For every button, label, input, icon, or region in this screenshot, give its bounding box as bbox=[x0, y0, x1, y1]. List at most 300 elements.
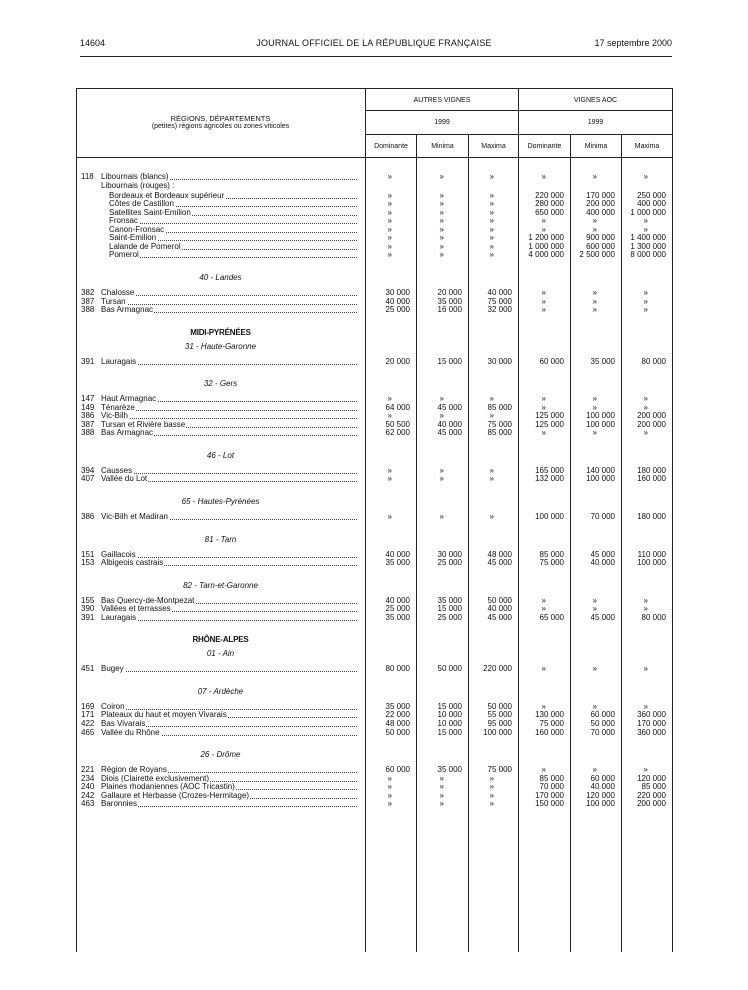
value-cell: 85 000 bbox=[539, 773, 564, 783]
value-cell: 64 000 bbox=[385, 402, 410, 412]
group-vignes-aoc: VIGNES AOC bbox=[573, 97, 618, 104]
value-cell: » bbox=[592, 428, 597, 438]
value-cell: » bbox=[541, 701, 546, 711]
zone-name: Causses bbox=[101, 465, 133, 475]
year-autres: 1999 bbox=[434, 119, 450, 126]
value-cell: » bbox=[541, 216, 546, 226]
zone-code: 391 bbox=[81, 612, 95, 622]
value-cell: » bbox=[489, 233, 494, 243]
value-cell: 80 000 bbox=[641, 356, 666, 366]
value-cell: » bbox=[439, 233, 444, 243]
value-cell: 35 000 bbox=[437, 765, 462, 775]
value-cell: » bbox=[541, 305, 546, 315]
value-cell: 35 000 bbox=[437, 296, 462, 306]
value-cell: 30 000 bbox=[385, 287, 410, 297]
zone-code: 147 bbox=[81, 394, 95, 404]
zone-name: Tursan bbox=[101, 296, 126, 306]
value-cell: 165 000 bbox=[535, 465, 564, 475]
value-cell: 200 000 bbox=[586, 199, 615, 209]
zone-label bbox=[101, 512, 357, 522]
zone-name: Saint-Emilion bbox=[109, 233, 157, 243]
value-cell: » bbox=[592, 305, 597, 315]
value-cell: » bbox=[592, 765, 597, 775]
value-cell: 2 500 000 bbox=[579, 250, 615, 260]
value-cell: 120 000 bbox=[586, 790, 615, 800]
value-cell: 20 000 bbox=[385, 356, 410, 366]
column-header: Dominante bbox=[374, 143, 408, 150]
value-cell: 50 000 bbox=[487, 701, 512, 711]
value-cell: 45 000 bbox=[437, 428, 462, 438]
zone-code: 465 bbox=[81, 727, 95, 737]
value-cell: » bbox=[387, 465, 392, 475]
zone-label bbox=[109, 250, 357, 260]
value-cell: 40 000 bbox=[385, 595, 410, 605]
value-cell: 75 000 bbox=[487, 765, 512, 775]
value-cell: » bbox=[439, 207, 444, 217]
zone-code: 234 bbox=[81, 773, 95, 783]
row-label-heading: RÉGIONS, DÉPARTEMENTS bbox=[170, 114, 271, 123]
value-cell: » bbox=[489, 250, 494, 260]
value-cell: 400 000 bbox=[637, 199, 666, 209]
zone-name: Bugey bbox=[101, 664, 124, 674]
zone-name: Vallée du Lot bbox=[101, 474, 148, 484]
value-cell: 50 000 bbox=[385, 727, 410, 737]
zone-name: Vallée du Rhône bbox=[101, 727, 160, 737]
zone-label bbox=[101, 357, 357, 367]
value-cell: 40 000 bbox=[590, 558, 615, 568]
value-cell: 200 000 bbox=[637, 411, 666, 421]
value-cell: » bbox=[592, 701, 597, 711]
value-cell: 100 000 bbox=[586, 411, 615, 421]
value-cell: » bbox=[387, 773, 392, 783]
value-cell: 25 000 bbox=[437, 558, 462, 568]
zone-name: Ténarèze bbox=[101, 402, 135, 412]
zone-code: 463 bbox=[81, 799, 95, 809]
value-cell: » bbox=[489, 190, 494, 200]
value-cell: 100 000 bbox=[586, 799, 615, 809]
value-cell: » bbox=[643, 701, 648, 711]
value-cell: » bbox=[541, 172, 546, 181]
value-cell: » bbox=[643, 604, 648, 614]
zone-name: Baronnies bbox=[101, 799, 138, 809]
value-cell: 132 000 bbox=[535, 474, 564, 484]
value-cell: » bbox=[387, 411, 392, 421]
value-cell: 100 000 bbox=[483, 727, 512, 737]
value-cell: 140 000 bbox=[586, 465, 615, 475]
zone-name: Bordeaux et Bordeaux supérieur bbox=[109, 190, 225, 200]
value-cell: 16 000 bbox=[437, 305, 462, 315]
value-cell: » bbox=[592, 172, 597, 181]
group-rule bbox=[365, 110, 673, 111]
zone-name: Lalande de Pomerol bbox=[109, 241, 181, 251]
value-cell: 125 000 bbox=[535, 411, 564, 421]
value-cell: » bbox=[541, 664, 546, 674]
value-cell: 170 000 bbox=[535, 790, 564, 800]
value-cell: 45 000 bbox=[487, 558, 512, 568]
value-cell: 40 000 bbox=[590, 782, 615, 792]
zone-name: Bas Vivarais bbox=[101, 718, 146, 728]
value-cell: 35 000 bbox=[385, 558, 410, 568]
column-header: Maxima bbox=[481, 143, 506, 150]
value-cell: 170 000 bbox=[586, 190, 615, 200]
department-heading: 07 - Ardèche bbox=[197, 686, 244, 696]
value-cell: » bbox=[387, 799, 392, 809]
value-cell: » bbox=[439, 799, 444, 809]
zone-code: 387 bbox=[81, 419, 95, 429]
zone-name: Haut Armagnac bbox=[101, 394, 157, 404]
value-cell: 8 000 000 bbox=[630, 250, 666, 260]
value-cell: 160 000 bbox=[535, 727, 564, 737]
value-cell: 65 000 bbox=[539, 612, 564, 622]
department-heading: 46 - Lot bbox=[206, 450, 235, 460]
zone-code: 149 bbox=[81, 402, 95, 412]
value-cell: » bbox=[387, 172, 392, 181]
value-cell: » bbox=[439, 199, 444, 209]
value-cell: » bbox=[541, 224, 546, 234]
value-cell: 125 000 bbox=[535, 419, 564, 429]
value-cell: 4 000 000 bbox=[528, 250, 564, 260]
zone-name: Plateaux du haut et moyen Vivarais bbox=[101, 710, 227, 720]
group-label: Libournais (rouges) : bbox=[101, 180, 175, 190]
value-cell: 75 000 bbox=[487, 419, 512, 429]
zone-label bbox=[101, 613, 357, 623]
region-heading: RHÔNE-ALPES bbox=[192, 635, 249, 645]
value-cell: 60 000 bbox=[590, 773, 615, 783]
value-cell: 100 000 bbox=[535, 512, 564, 521]
zone-label bbox=[101, 305, 357, 315]
value-cell: 95 000 bbox=[487, 718, 512, 728]
value-cell: 70 000 bbox=[590, 512, 615, 521]
zone-code: 171 bbox=[81, 710, 95, 720]
journal-title: JOURNAL OFFICIEL DE LA RÉPUBLIQUE FRANÇAISE bbox=[256, 38, 492, 48]
value-cell: » bbox=[541, 287, 546, 297]
value-cell: 35 000 bbox=[385, 612, 410, 622]
value-cell: » bbox=[489, 172, 494, 181]
value-cell: » bbox=[387, 224, 392, 234]
column-header: Minima bbox=[431, 143, 454, 150]
issue-date: 17 septembre 2000 bbox=[594, 38, 672, 48]
value-cell: » bbox=[643, 224, 648, 234]
value-cell: 1 400 000 bbox=[630, 233, 666, 243]
value-cell: » bbox=[643, 664, 648, 674]
value-cell: » bbox=[489, 224, 494, 234]
value-cell: 60 000 bbox=[539, 356, 564, 366]
zone-name: Côtes de Castillon bbox=[109, 199, 174, 209]
zone-name: Pomerol bbox=[109, 250, 139, 260]
value-cell: » bbox=[387, 512, 392, 521]
leader-dots bbox=[101, 671, 357, 672]
zone-label bbox=[101, 474, 357, 484]
value-cell: » bbox=[541, 394, 546, 404]
value-cell: 40 000 bbox=[385, 549, 410, 559]
value-cell: » bbox=[439, 250, 444, 260]
value-cell: 25 000 bbox=[385, 604, 410, 614]
leader-dots bbox=[101, 620, 357, 621]
value-cell: 100 000 bbox=[586, 419, 615, 429]
value-cell: » bbox=[387, 474, 392, 484]
zone-name: Bas Quercy-de-Montpezat bbox=[101, 595, 195, 605]
value-cell: 30 000 bbox=[437, 549, 462, 559]
value-cell: » bbox=[643, 287, 648, 297]
value-cell: 40 000 bbox=[437, 419, 462, 429]
value-cell: » bbox=[489, 773, 494, 783]
leader-dots bbox=[101, 806, 357, 807]
zone-name: Bas Armagnac bbox=[101, 305, 154, 315]
zone-label bbox=[101, 728, 357, 738]
value-cell: » bbox=[489, 394, 494, 404]
zone-code: 240 bbox=[81, 782, 95, 792]
value-cell: 55 000 bbox=[487, 710, 512, 720]
year-aoc: 1999 bbox=[587, 119, 604, 126]
value-cell: » bbox=[439, 474, 444, 484]
value-cell: 50 000 bbox=[437, 664, 462, 674]
value-cell: » bbox=[439, 190, 444, 200]
value-cell: » bbox=[489, 241, 494, 251]
leader-dots bbox=[101, 364, 357, 365]
value-cell: 100 000 bbox=[637, 558, 666, 568]
zone-name: Canon-Fronsac bbox=[109, 224, 165, 234]
zone-code: 387 bbox=[81, 296, 95, 306]
value-cell: 360 000 bbox=[637, 710, 666, 720]
zone-name: Bas Armagnac bbox=[101, 428, 154, 438]
value-cell: 360 000 bbox=[637, 727, 666, 737]
value-cell: » bbox=[643, 305, 648, 315]
column-header: Dominante bbox=[527, 143, 562, 150]
value-cell: » bbox=[541, 765, 546, 775]
zone-name: Gaillacois bbox=[101, 549, 136, 559]
value-cell: » bbox=[643, 296, 648, 306]
wine-price-table bbox=[76, 88, 673, 952]
value-cell: » bbox=[643, 394, 648, 404]
zone-code: 394 bbox=[81, 465, 95, 475]
zone-code: 151 bbox=[81, 549, 95, 559]
value-cell: 35 000 bbox=[385, 701, 410, 711]
value-cell: » bbox=[643, 216, 648, 226]
value-cell: 80 000 bbox=[385, 664, 410, 674]
value-cell: » bbox=[489, 790, 494, 800]
row-label-subheading: (petites) régions agricoles ou zones viticoles bbox=[151, 123, 290, 130]
zone-code: 153 bbox=[81, 558, 95, 568]
zone-label bbox=[101, 172, 357, 182]
value-cell: 180 000 bbox=[637, 512, 666, 521]
value-cell: 75 000 bbox=[539, 718, 564, 728]
value-cell: 40 000 bbox=[385, 296, 410, 306]
zone-code: 382 bbox=[81, 287, 95, 297]
zone-code: 242 bbox=[81, 790, 95, 800]
zone-code: 155 bbox=[81, 595, 95, 605]
zone-name: Lauragais bbox=[101, 612, 137, 622]
value-cell: » bbox=[439, 465, 444, 475]
group-autres-vignes: AUTRES VIGNES bbox=[413, 97, 471, 104]
value-cell: 220 000 bbox=[535, 190, 564, 200]
zone-name: Satellites Saint-Emilion bbox=[109, 207, 191, 217]
value-cell: » bbox=[592, 664, 597, 674]
leader-dots bbox=[109, 257, 357, 258]
value-cell: » bbox=[643, 765, 648, 775]
value-cell: » bbox=[541, 296, 546, 306]
value-cell: 200 000 bbox=[637, 419, 666, 429]
zone-code: 451 bbox=[81, 664, 95, 674]
value-cell: 25 000 bbox=[437, 612, 462, 622]
value-cell: 85 000 bbox=[487, 428, 512, 438]
department-heading: 81 - Tarn bbox=[204, 534, 237, 544]
value-cell: 900 000 bbox=[586, 233, 615, 243]
zone-code: 118 bbox=[81, 172, 94, 181]
table-border-right bbox=[672, 88, 673, 952]
value-cell: » bbox=[541, 595, 546, 605]
department-heading: 65 - Hautes-Pyrénées bbox=[181, 497, 260, 506]
value-cell: » bbox=[643, 428, 648, 438]
value-cell: » bbox=[387, 250, 392, 260]
value-cell: 110 000 bbox=[637, 549, 666, 559]
value-cell: 45 000 bbox=[487, 612, 512, 622]
page-number: 14604 bbox=[80, 38, 106, 48]
value-cell: » bbox=[541, 428, 546, 438]
zone-code: 407 bbox=[81, 474, 95, 484]
table-border-left bbox=[76, 88, 77, 952]
value-cell: 650 000 bbox=[535, 207, 564, 217]
value-cell: 48 000 bbox=[385, 718, 410, 728]
year-rule bbox=[365, 134, 673, 135]
value-cell: » bbox=[643, 172, 648, 181]
column-header: Minima bbox=[584, 143, 608, 150]
value-cell: » bbox=[592, 595, 597, 605]
value-cell: 60 000 bbox=[385, 765, 410, 775]
value-cell: » bbox=[489, 782, 494, 792]
value-cell: 85 000 bbox=[487, 402, 512, 412]
value-cell: » bbox=[439, 241, 444, 251]
value-cell: » bbox=[387, 216, 392, 226]
value-cell: 15 000 bbox=[437, 604, 462, 614]
value-cell: 1 300 000 bbox=[630, 241, 666, 251]
department-heading: 32 - Gers bbox=[203, 379, 238, 389]
header-bottom-rule bbox=[76, 157, 673, 158]
value-cell: » bbox=[439, 512, 444, 521]
value-cell: 100 000 bbox=[586, 474, 615, 484]
value-cell: » bbox=[439, 394, 444, 404]
department-heading: 40 - Landes bbox=[199, 272, 242, 282]
zone-code: 390 bbox=[81, 604, 95, 614]
value-cell: 170 000 bbox=[637, 718, 666, 728]
value-cell: 85 000 bbox=[539, 549, 564, 559]
zone-code: 388 bbox=[81, 305, 95, 315]
value-cell: 70 000 bbox=[590, 727, 615, 737]
value-cell: » bbox=[489, 199, 494, 209]
value-cell: » bbox=[387, 782, 392, 792]
value-cell: » bbox=[643, 595, 648, 605]
value-cell: » bbox=[387, 241, 392, 251]
value-cell: » bbox=[489, 799, 494, 809]
zone-name: Diois (Clairette exclusivement) bbox=[101, 773, 210, 783]
value-cell: » bbox=[489, 512, 494, 521]
value-cell: 75 000 bbox=[487, 296, 512, 306]
value-cell: 80 000 bbox=[641, 612, 666, 622]
value-cell: 120 000 bbox=[637, 773, 666, 783]
header-rule bbox=[80, 56, 672, 57]
value-cell: 40 000 bbox=[487, 604, 512, 614]
value-cell: » bbox=[643, 402, 648, 412]
value-cell: 62 000 bbox=[385, 428, 410, 438]
zone-label bbox=[101, 428, 357, 438]
value-cell: 200 000 bbox=[637, 799, 666, 809]
value-cell: » bbox=[439, 216, 444, 226]
value-cell: » bbox=[439, 411, 444, 421]
value-cell: » bbox=[387, 790, 392, 800]
region-heading: MIDI-PYRÉNÉES bbox=[190, 327, 251, 337]
value-cell: 1 200 000 bbox=[528, 233, 564, 243]
value-cell: 280 000 bbox=[535, 199, 564, 209]
department-heading: 82 - Tarn-et-Garonne bbox=[183, 580, 258, 590]
value-cell: 70 000 bbox=[539, 782, 564, 792]
value-cell: » bbox=[387, 207, 392, 217]
value-cell: 40 000 bbox=[487, 287, 512, 297]
value-cell: 22 000 bbox=[385, 710, 410, 720]
department-heading: 31 - Haute-Garonne bbox=[184, 341, 257, 351]
department-heading: 01 - Ain bbox=[206, 649, 235, 659]
value-cell: » bbox=[541, 604, 546, 614]
value-cell: 50 000 bbox=[487, 595, 512, 605]
value-cell: » bbox=[387, 190, 392, 200]
value-cell: 130 000 bbox=[535, 710, 564, 720]
value-cell: » bbox=[489, 216, 494, 226]
zone-name: Plaines rhodaniennes (AOC Tricastin) bbox=[101, 782, 235, 792]
value-cell: » bbox=[439, 782, 444, 792]
value-cell: 20 000 bbox=[437, 287, 462, 297]
value-cell: 1 000 000 bbox=[528, 241, 564, 251]
zone-code: 221 bbox=[81, 765, 95, 775]
value-cell: » bbox=[592, 296, 597, 306]
zone-code: 169 bbox=[81, 701, 95, 711]
value-cell: 160 000 bbox=[637, 474, 666, 484]
zone-code: 391 bbox=[81, 356, 95, 366]
value-cell: 220 000 bbox=[637, 790, 666, 800]
value-cell: 15 000 bbox=[437, 701, 462, 711]
value-cell: » bbox=[592, 287, 597, 297]
value-cell: 32 000 bbox=[487, 305, 512, 315]
value-cell: 220 000 bbox=[483, 664, 512, 674]
value-cell: 85 000 bbox=[641, 782, 666, 792]
zone-code: 388 bbox=[81, 428, 95, 438]
value-cell: 1 000 000 bbox=[630, 207, 666, 217]
zone-name: Libournais (blancs) bbox=[101, 172, 169, 181]
value-cell: 250 000 bbox=[637, 190, 666, 200]
zone-label bbox=[101, 799, 357, 809]
zone-name: Région de Royans bbox=[101, 765, 167, 775]
value-cell: » bbox=[489, 474, 494, 484]
value-cell: » bbox=[489, 465, 494, 475]
value-cell: 10 000 bbox=[437, 710, 462, 720]
value-cell: 400 000 bbox=[586, 207, 615, 217]
value-cell: 15 000 bbox=[437, 356, 462, 366]
zone-code: 386 bbox=[81, 512, 95, 521]
zone-label bbox=[101, 664, 357, 674]
value-cell: » bbox=[439, 172, 444, 181]
zone-name: Vic-Bilh bbox=[101, 411, 128, 421]
zone-name: Albigeois castrais bbox=[101, 558, 164, 568]
value-cell: 75 000 bbox=[539, 558, 564, 568]
value-cell: » bbox=[592, 604, 597, 614]
value-cell: 45 000 bbox=[590, 549, 615, 559]
value-cell: 35 000 bbox=[437, 595, 462, 605]
value-cell: 60 000 bbox=[590, 710, 615, 720]
value-cell: 180 000 bbox=[637, 465, 666, 475]
value-cell: » bbox=[592, 402, 597, 412]
zone-label bbox=[101, 558, 357, 568]
value-cell: » bbox=[592, 394, 597, 404]
column-header: Maxima bbox=[634, 143, 660, 150]
value-cell: 45 000 bbox=[590, 612, 615, 622]
value-cell: » bbox=[489, 411, 494, 421]
